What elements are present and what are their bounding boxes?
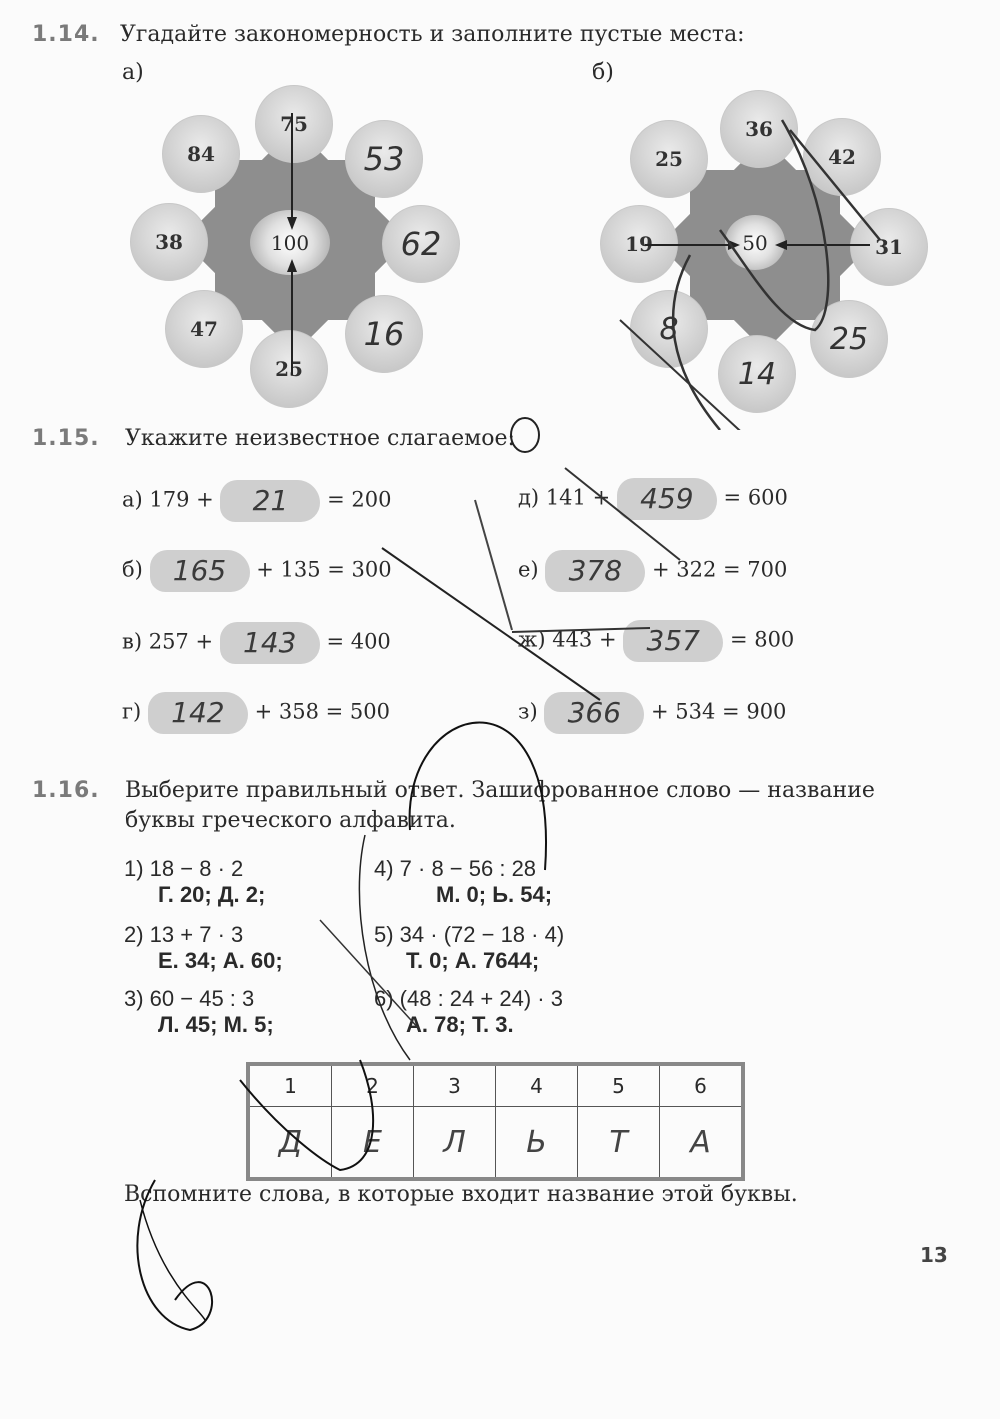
answer-table: [246, 1062, 745, 1181]
petal-bottom: 14: [718, 335, 796, 413]
page-number: 13: [920, 1243, 948, 1267]
answer-cell[interactable]: Ь: [496, 1107, 578, 1180]
answer-blank[interactable]: 378: [545, 550, 645, 592]
answer-blank[interactable]: 142: [148, 692, 248, 734]
task-5: 5) 34 · (72 − 18 · 4) Т. 0; А. 7644;: [374, 922, 565, 973]
petal-right: 62: [382, 205, 460, 283]
equation-a: а) 179 + 21 = 200: [122, 480, 392, 522]
petal-bottom-right: 25: [810, 300, 888, 378]
exercise-title-1-16-line1: Выберите правильный ответ. Зашифрованное слово — название: [125, 778, 875, 803]
petal-top-left: 25: [630, 120, 708, 198]
exercise-number-1-14: 1.14.: [32, 22, 100, 47]
exercise-title-1-16-line2: буквы греческого алфавита.: [125, 808, 456, 833]
petal-bottom-right: 16: [345, 295, 423, 373]
exercise-number-1-16: 1.16.: [32, 778, 100, 803]
center-value: 100: [250, 210, 330, 275]
arrow-icon: [600, 90, 930, 430]
equation-e: е) 378 + 322 = 700: [518, 550, 787, 592]
arrow-icon: [130, 85, 460, 400]
answer-blank[interactable]: 143: [220, 622, 320, 664]
exercise-title-1-14: Угадайте закономерность и заполните пустые места:: [120, 22, 745, 47]
task-6: 6) (48 : 24 + 24) · 3 А. 78; Т. 3.: [374, 986, 563, 1037]
petal-top: 36: [720, 90, 798, 168]
task-3: 3) 60 − 45 : 3 Л. 45; М. 5;: [124, 986, 274, 1037]
equation-zh: ж) 443 + 357 = 800: [518, 620, 794, 662]
petal-top-right: 53: [345, 120, 423, 198]
answer-blank[interactable]: 165: [150, 550, 250, 592]
answer-blank[interactable]: 366: [544, 692, 644, 734]
equation-v: в) 257 + 143 = 400: [122, 622, 391, 664]
task-1: 1) 18 − 8 · 2 Г. 20; Д. 2;: [124, 856, 266, 907]
part-b-label: б): [592, 60, 614, 85]
answer-cell[interactable]: Л: [414, 1107, 496, 1180]
answer-cell[interactable]: А: [660, 1107, 744, 1180]
exercise-title-1-15: Укажите неизвестное слагаемое:: [125, 426, 515, 451]
flower-diagram-a: [130, 85, 460, 400]
footer-instruction: Вспомните слова, в которые входит название этой буквы.: [124, 1182, 798, 1207]
table-header-row: 1 2 3 4 5 6: [248, 1064, 743, 1107]
petal-left: 38: [130, 203, 208, 281]
answer-blank[interactable]: 459: [617, 478, 717, 520]
equation-z: з) 366 + 534 = 900: [518, 692, 786, 734]
equation-b: б) 165 + 135 = 300: [122, 550, 392, 592]
petal-top: 75: [255, 85, 333, 163]
answer-cell[interactable]: Т: [578, 1107, 660, 1180]
part-a-label: а): [122, 60, 144, 85]
exercise-number-1-15: 1.15.: [32, 426, 100, 451]
answer-cell[interactable]: Е: [332, 1107, 414, 1180]
answer-cell[interactable]: Д: [248, 1107, 332, 1180]
petal-bottom-left: 47: [165, 290, 243, 368]
petal-top-left: 84: [162, 115, 240, 193]
table-answer-row: [248, 1107, 743, 1180]
answer-blank[interactable]: 21: [220, 480, 320, 522]
answer-blank[interactable]: 357: [623, 620, 723, 662]
equation-d: д) 141 + 459 = 600: [518, 478, 788, 520]
petal-right: 31: [850, 208, 928, 286]
equation-g: г) 142 + 358 = 500: [122, 692, 390, 734]
petal-bottom: 25: [250, 330, 328, 408]
petal-left: 19: [600, 205, 678, 283]
task-4: 4) 7 · 8 − 56 : 28 М. 0; Ь. 54;: [374, 856, 553, 907]
task-2: 2) 13 + 7 · 3 Е. 34; А. 60;: [124, 922, 283, 973]
center-value: 50: [725, 215, 785, 270]
petal-top-right: 42: [803, 118, 881, 196]
petal-bottom-left: 8: [630, 290, 708, 368]
flower-diagram-b: [600, 90, 930, 410]
